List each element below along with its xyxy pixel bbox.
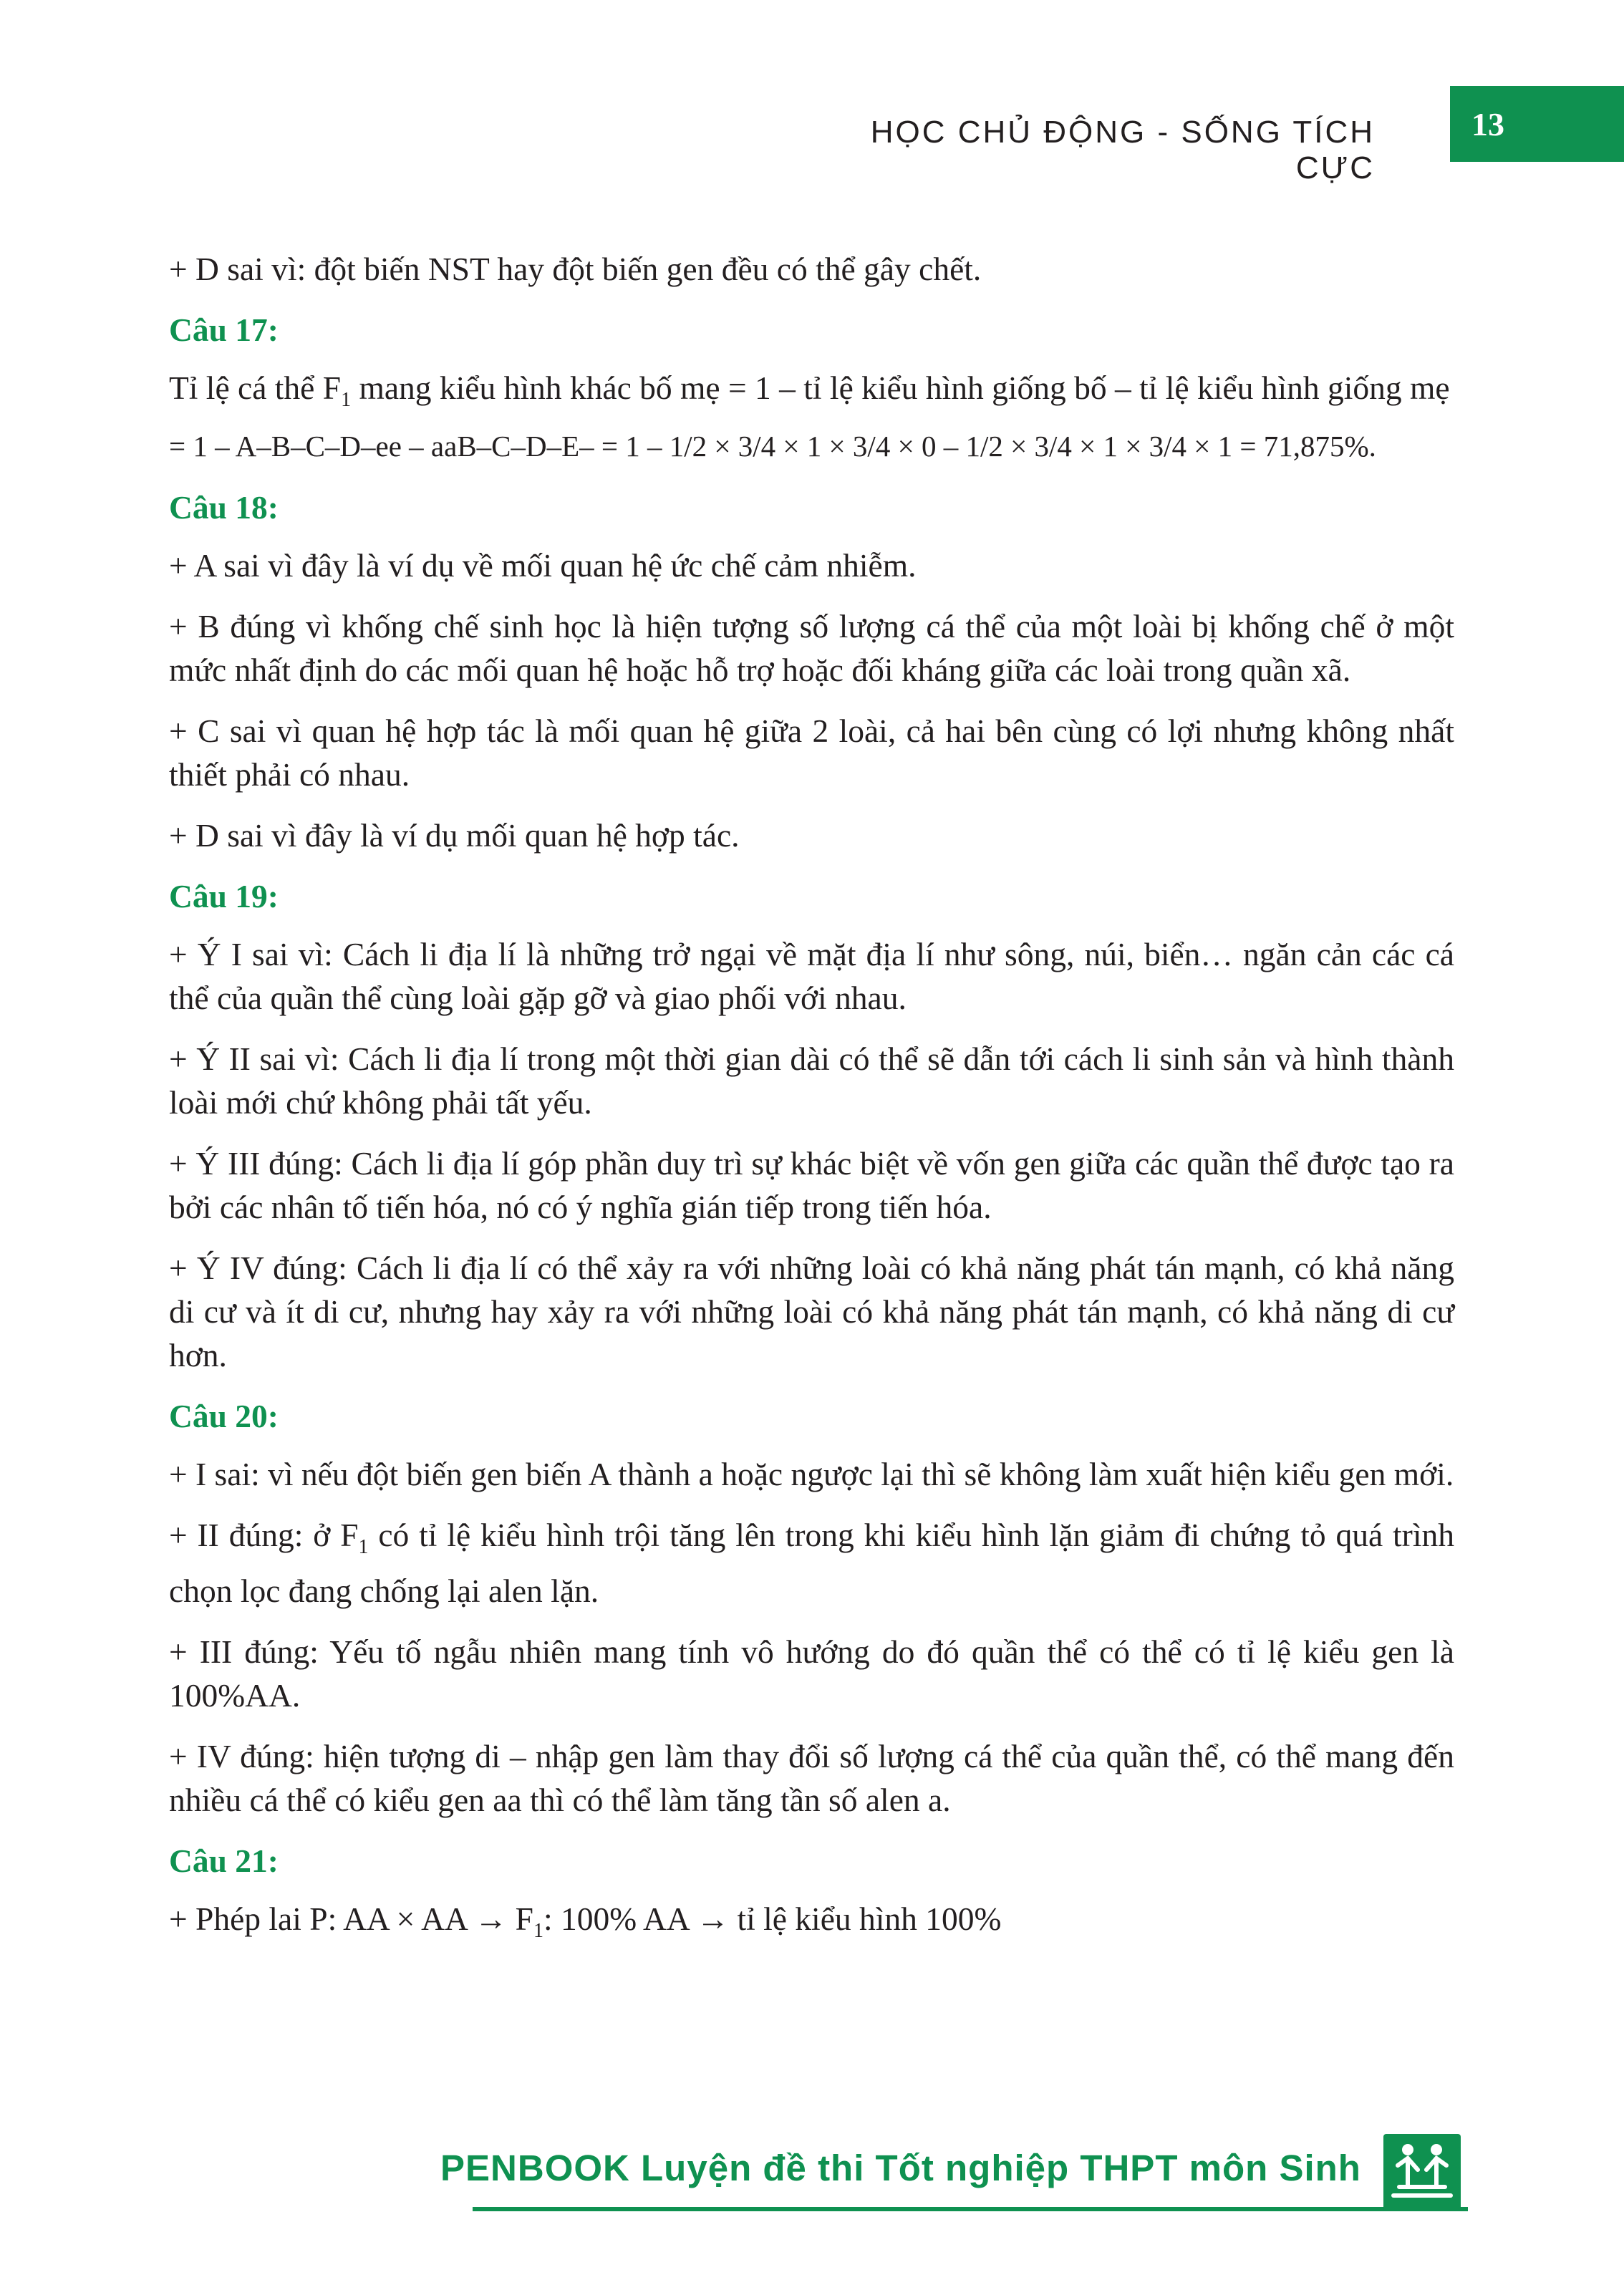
q17-subscript: 1 — [341, 389, 352, 412]
q19-item-4: + Ý IV đúng: Cách li địa lí có thể xảy ra với những loài có khả năng phát tán mạnh, có khả năng di cư và ít di cư, nhưng hay xảy ra với những loài có khả năng phát tán mạnh, có khả năng di cư hơn. — [169, 1250, 1454, 1374]
q19-item-2: + Ý II sai vì: Cách li địa lí trong một thời gian dài có thể sẽ dẫn tới cách li sinh sản và hình thành loài mới chứ không phải tất yếu. — [169, 1040, 1454, 1121]
page-number-tab — [1450, 86, 1624, 162]
q19-item-1: + Ý I sai vì: Cách li địa lí là những trở ngại về mặt địa lí như sông, núi, biển… ngăn cản các cá thể của quần thể cùng loài gặp gỡ và giao phối với nhau. — [169, 936, 1454, 1017]
q19-item-3: + Ý III đúng: Cách li địa lí góp phần duy trì sự khác biệt về vốn gen giữa các quần thể được tạo ra bởi các nhân tố tiến hóa, nó có ý nghĩa gián tiếp trong tiến hóa. — [169, 1145, 1454, 1226]
q18-option-a: + A sai vì đây là ví dụ về mối quan hệ ức chế cảm nhiễm. — [169, 547, 917, 584]
q20-item-3: + III đúng: Yếu tố ngẫu nhiên mang tính vô hướng do đó quần thể có thể có tỉ lệ kiểu gen là 100%AA. — [169, 1633, 1454, 1714]
q20-item-4: + IV đúng: hiện tượng di – nhập gen làm thay đổi số lượng cá thể của quần thể, có thể mang đến nhiều cá thể có kiểu gen aa thì có thể làm tăng tần số alen a. — [169, 1738, 1454, 1819]
paragraph: + D sai vì: đột biến NST hay đột biến gen đều có thể gây chết. — [169, 251, 982, 287]
q17-text-a: Tỉ lệ cá thể F — [169, 369, 342, 406]
q20-item-2 — [169, 1513, 1454, 1613]
page-number: 13 — [1471, 105, 1504, 143]
q21-text-b: : 100% AA → tỉ lệ kiểu hình 100% — [543, 1900, 1002, 1938]
question-heading-21: Câu 21: — [169, 1842, 279, 1880]
question-heading-17: Câu 17: — [169, 311, 279, 348]
penbook-logo-icon — [1383, 2134, 1461, 2211]
page-body — [169, 247, 1454, 1970]
footer-title: PENBOOK Luyện đề thi Tốt nghiệp THPT môn Sinh — [440, 2148, 1361, 2188]
q20-text-b: có tỉ lệ kiểu hình trội tăng lên trong khi kiểu hình lặn giảm đi chứng tỏ quá trình chọn lọc đang chống lại alen lặn. — [169, 1517, 1454, 1610]
footer-rule — [473, 2207, 1468, 2211]
q21-item-1 — [169, 1897, 1454, 1953]
q20-item-1: + I sai: vì nếu đột biến gen biến A thành a hoặc ngược lại thì sẽ không làm xuất hiện kiểu gen mới. — [169, 1456, 1454, 1493]
q18-option-d: + D sai vì đây là ví dụ mối quan hệ hợp tác. — [169, 817, 740, 854]
q17-equation: = 1 – A–B–C–D–ee – aaB–C–D–E– = 1 – 1/2 × 3/4 × 1 × 3/4 × 0 – 1/2 × 3/4 × 1 × 3/4 × 1 = 71,875%. — [169, 430, 1376, 463]
q18-option-c: + C sai vì quan hệ hợp tác là mối quan hệ giữa 2 loài, cả hai bên cùng có lợi nhưng không nhất thiết phải có nhau. — [169, 713, 1454, 793]
q18-option-b: + B đúng vì khống chế sinh học là hiện tượng số lượng cá thể của một loài bị khống chế ở một mức nhất định do các mối quan hệ hoặc hỗ trợ hoặc đối kháng giữa các loài trong quần xã. — [169, 608, 1454, 689]
q21-subscript: 1 — [533, 1920, 543, 1943]
question-heading-19: Câu 19: — [169, 878, 279, 915]
question-heading-20: Câu 20: — [169, 1398, 279, 1435]
q20-text-a: + II đúng: ở F — [169, 1517, 359, 1554]
running-header: HỌC CHỦ ĐỘNG - SỐNG TÍCH CỰC — [870, 115, 1375, 185]
q17-text-b: mang kiểu hình khác bố mẹ = 1 – tỉ lệ kiểu hình giống bố – tỉ lệ kiểu hình giống mẹ — [351, 369, 1450, 406]
q20-subscript: 1 — [358, 1536, 369, 1559]
q17-paragraph-1 — [169, 366, 1454, 422]
question-heading-18: Câu 18: — [169, 489, 279, 526]
q21-text-a: + Phép lai P: AA × AA → F — [169, 1900, 533, 1938]
penbook-logo-graphic — [1383, 2134, 1461, 2211]
